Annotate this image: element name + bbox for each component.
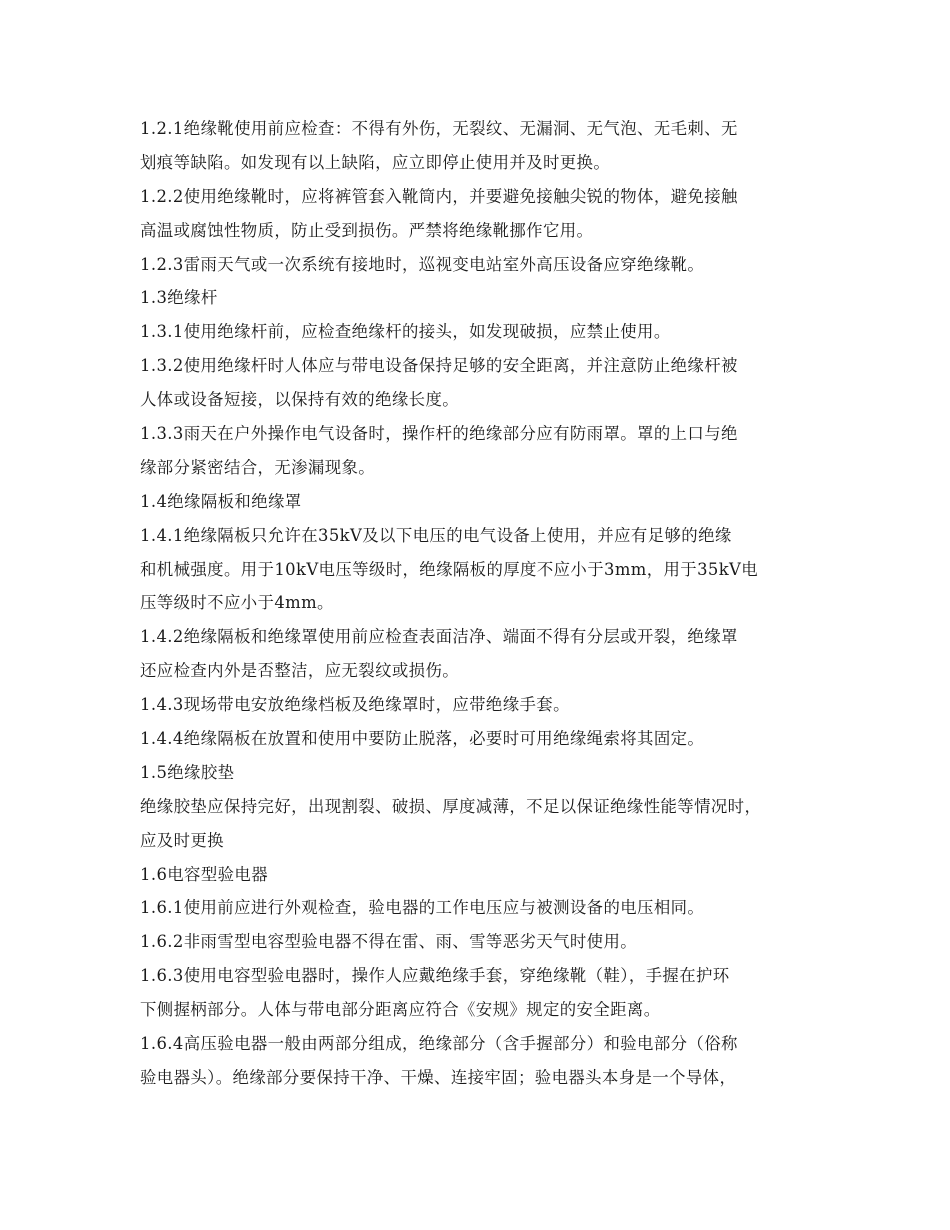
text-line: 验电器头）。绝缘部分要保持干净、干燥、连接牢固；验电器头本身是一个导体，	[140, 1067, 737, 1087]
section-heading: 1.5绝缘胶垫	[140, 762, 235, 782]
text-line: 1.3.3雨天在户外操作电气设备时，操作杆的绝缘部分应有防雨罩。罩的上口与绝	[140, 424, 738, 444]
text-line: 1.4.4绝缘隔板在放置和使用中要防止脱落，必要时可用绝缘绳索将其固定。	[140, 729, 705, 749]
text-line: 人体或设备短接，以保持有效的绝缘长度。	[140, 390, 460, 410]
text-line: 1.6.3使用电容型验电器时，操作人应戴绝缘手套，穿绝缘靴（鞋），手握在护环	[140, 966, 730, 986]
text-line: 1.6.2非雨雪型电容型验电器不得在雷、雨、雪等恶劣天气时使用。	[140, 932, 638, 952]
text-line: 划痕等缺陷。如发现有以上缺陷，应立即停止使用并及时更换。	[140, 152, 611, 172]
text-line: 1.3.1使用绝缘杆前，应检查绝缘杆的接头，如发现破损，应禁止使用。	[140, 322, 671, 342]
text-line: 1.6.4高压验电器一般由两部分组成，绝缘部分（含手握部分）和验电部分（俗称	[140, 1034, 738, 1054]
text-line: 缘部分紧密结合，无渗漏现象。	[140, 457, 376, 477]
text-line: 1.2.2使用绝缘靴时，应将裤管套入靴筒内，并要避免接触尖锐的物体，避免接触	[140, 186, 738, 206]
text-line: 应及时更换	[140, 830, 224, 850]
text-line: 和机械强度。用于10kV电压等级时，绝缘隔板的厚度不应小于3mm，用于35kV电	[140, 559, 759, 579]
document-body	[140, 112, 820, 1095]
section-heading: 1.6电容型验电器	[140, 864, 269, 884]
section-heading: 1.4绝缘隔板和绝缘罩	[140, 491, 302, 511]
text-line: 1.3.2使用绝缘杆时人体应与带电设备保持足够的安全距离，并注意防止绝缘杆被	[140, 356, 738, 376]
text-line: 1.2.3雷雨天气或一次系统有接地时，巡视变电站室外高压设备应穿绝缘靴。	[140, 254, 705, 274]
text-line: 1.2.1绝缘靴使用前应检查：不得有外伤，无裂纹、无漏洞、无气泡、无毛刺、无	[140, 119, 738, 138]
text-line: 绝缘胶垫应保持完好，出现割裂、破损、厚度减薄，不足以保证绝缘性能等情况时，	[140, 796, 762, 816]
text-line: 高温或腐蚀性物质，防止受到损伤。严禁将绝缘靴挪作它用。	[140, 220, 594, 240]
text-line: 还应检查内外是否整洁，应无裂纹或损伤。	[140, 661, 460, 681]
text-line: 1.4.2绝缘隔板和绝缘罩使用前应检查表面洁净、端面不得有分层或开裂，绝缘罩	[140, 627, 738, 647]
section-heading: 1.3绝缘杆	[140, 288, 218, 308]
text-line: 1.4.3现场带电安放绝缘档板及绝缘罩时，应带绝缘手套。	[140, 695, 570, 715]
text-line: 压等级时不应小于4mm。	[140, 593, 334, 613]
text-line: 1.6.1使用前应进行外观检查，验电器的工作电压应与被测设备的电压相同。	[140, 898, 705, 918]
text-line: 下侧握柄部分。人体与带电部分距离应符合《安规》规定的安全距离。	[140, 1000, 661, 1020]
text-line: 1.4.1绝缘隔板只允许在35kV及以下电压的电气设备上使用，并应有足够的绝缘	[140, 525, 732, 545]
